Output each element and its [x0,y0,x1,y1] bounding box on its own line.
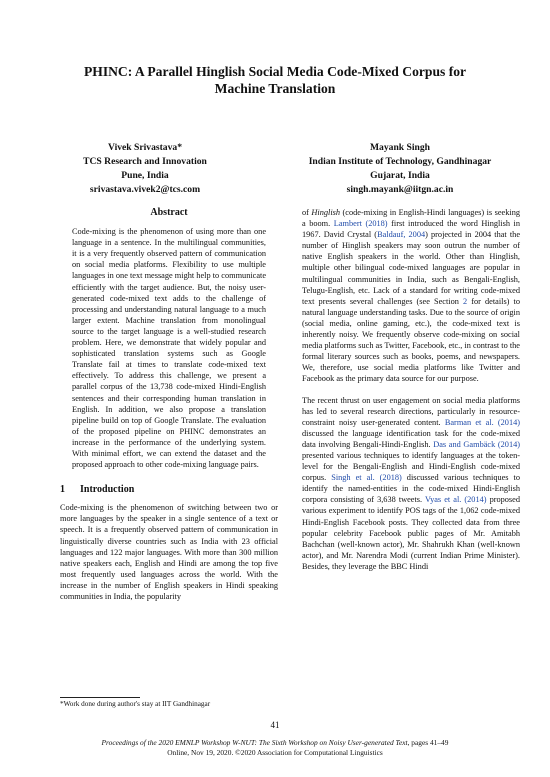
author-email[interactable]: srivastava.vivek2@tcs.com [89,184,201,195]
footer-pages: , pages 41–49 [407,738,449,747]
author-email[interactable]: singh.mayank@iitgn.ac.in [346,184,454,195]
footer-venue: Proceedings of the 2020 EMNLP Workshop W-NUT: The Sixth Workshop on Noisy User-generated Text [101,738,408,747]
citation-link[interactable]: Vyas et al. (2014) [425,495,487,505]
citation-link[interactable]: Das and Gambäck (2014) [433,439,520,449]
page-number: 41 [270,720,280,730]
section-heading-introduction [60,484,278,495]
citation-link[interactable]: Barman et al. (2014) [444,417,521,427]
author-name: Vivek Srivastava* [108,142,182,153]
footnote: *Work done during author's stay at IIT Gandhinagar [60,700,211,708]
left-column [60,207,278,602]
author-block-1 [60,141,230,197]
text-run: of [302,208,312,217]
abstract-body [72,226,266,470]
footnote-rule [60,697,140,698]
author-location: Pune, India [121,170,169,181]
text-run: ) projected in 2004 that the number of Hinglish speakers may soon outrun the number of native English speakers in the world. Other than Hinglish, multiple other bilingual code-mixed languages are popular in multilingual communities in India, such as Bengali-English, Telugu-English, etc. Lack of a standard for writing code-mixed text presents several challenges (see Section [302,230,521,306]
abstract-heading: Abstract [150,207,188,218]
citation-link[interactable]: Lambert (2018) [333,219,388,229]
citation-link[interactable]: Baldauf, 2004 [377,230,426,240]
text-run: for details) to natural language understanding tasks. Due to the source of origin (social media, online gaming, etc.), the code-mixed text is inherently noisy. We frequently observe code-mixing on social media platforms such as Twitter, Facebook, etc., in contrast to the formal literary sources such as books, poems, and newspapers. We, therefore, use social media platforms like Twitter and Facebook as the primary data source for our purpose. [302,296,520,384]
text-run: discussed various techniques to identify the named-entities in the code-mixed Hindi-English corpora consisting of 3,638 tweets. [302,473,520,505]
proceedings-footer [30,738,520,758]
author-location: Gujarat, India [370,170,430,181]
right-paragraph-1 [302,207,520,385]
intro-paragraph: Code-mixing is the phenomenon of switching between two or more languages by the speaker in a single sentence of a text or speech. It is a frequently observed pattern of communication in linguistically diverse countries such as India with 23 official languages and 122 major languages. With more than 300 million native speakers each, English and Hindi are among the top five most frequently used languages across the world. With the increase in the number of English speakers in Hindi speaking communities in India, the popularity [60,503,278,601]
footer-copyright: Online, Nov 19, 2020. ©2020 Association for Computational Linguistics [167,748,383,757]
right-column [302,207,520,572]
right-paragraph-2 [302,395,520,573]
text-run: presented various techniques to identify languages at the token-level for the Bengali-English and Hindi-English code-mixed corpus. [302,450,520,483]
author-name: Mayank Singh [370,142,430,153]
text-run: proposed various experiment to identify POS tags of the 1,062 code-mixed Hindi-English Facebook posts. They collected data from three popular celebrity Facebook public pages of Mr. Amitabh Bachchan (well-known actor), Mr. Shahrukh Khan (well-known actor), and Mr. Narendra Modi (current Indian Prime Minister). Besides, they leverage the BBC Hindi [302,495,520,571]
text-run: (code-mixing in English-Hindi languages) is seeking a boom. [302,208,520,229]
author-block-2 [285,141,515,197]
text-run: The recent thrust on user engagement on social media platforms has led to several research directions, particularly in resource-constraint noisy user-generated content. [302,395,520,427]
abstract-text: Code-mixing is the phenomenon of using more than one language in a sentence. In the multilingual communities, it is a very frequently observed pattern of communication on social media platforms. Flexibility to use multiple languages in one text message might help to communicate efficiently with the target audience. But, the noisy user-generated code-mixed text adds to the challenge of processing and understanding natural language to a much larger extent. Machine translation from monolingual source to the target language is a well-studied research problem. Here, we demonstrate that widely popular and sophisticated translation systems such as Google Translate fail at times to translate code-mixed text effectively. To address this challenge, we present a parallel corpus of the 13,738 code-mixed Hindi-English sentences and their corresponding human translation in English. In addition, we also propose a translation pipeline build on top of Google Translate. The evaluation of the proposed pipeline on PHINC demonstrates an increase in the performance of the underlying system. With minimal effort, we can extend the dataset and the proposed approach to other code-mixing language pairs. [72,227,266,470]
paper-title: PHINC: A Parallel Hinglish Social Media Code-Mixed Corpus for Machine Translation [83,64,467,96]
author-affiliation: Indian Institute of Technology, Gandhinagar [308,156,492,167]
section-number: 1 [60,484,65,496]
section-link[interactable]: 2 [462,296,468,306]
text-run: first introduced the word Hinglish in 1967. David Crystal ( [302,219,520,240]
text-run: discussed the language identification task for the code-mixed data involving Bengali-Hindi-English. [302,428,520,449]
citation-link[interactable]: Singh et al. (2018) [331,473,402,483]
section-title: Introduction [80,484,135,496]
author-affiliation: TCS Research and Innovation [83,156,207,167]
text-run-italic: Hinglish [311,208,341,217]
